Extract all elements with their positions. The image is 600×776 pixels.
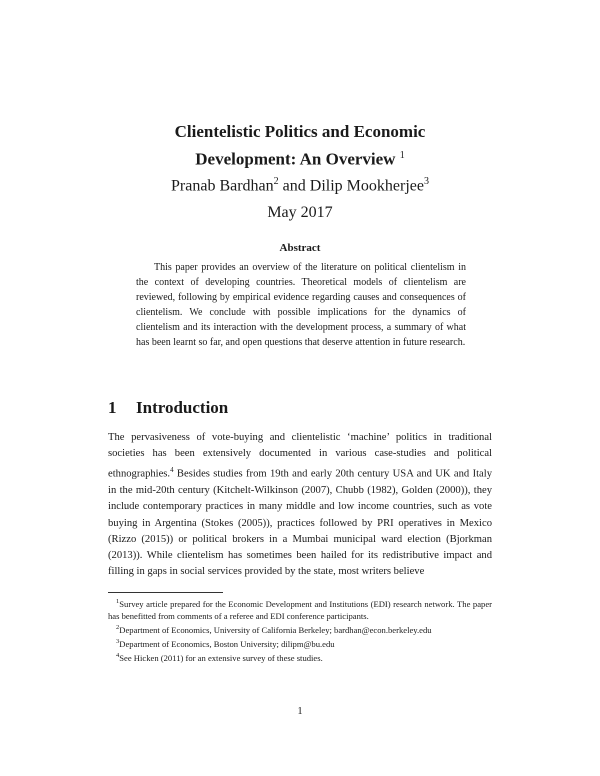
author-2: Dilip Mookherjee: [309, 177, 424, 195]
footnote-4: [108, 650, 492, 664]
section-heading: [108, 398, 228, 418]
author-2-footnote-mark: 3: [423, 176, 429, 187]
footnote-3-text: Department of Economics, Boston University; dilipm@bu.edu: [119, 638, 335, 649]
footnotes: [108, 596, 492, 663]
section-number: 1: [108, 398, 117, 417]
footnote-2: [108, 622, 492, 636]
author-separator: and: [278, 177, 310, 195]
intro-footnote-mark: 4: [170, 466, 174, 475]
intro-text-1: The pervasiveness of vote-buying and clientelistic ‘machine’ politics in traditional societies has been extensively documented in various case-studies and political ethnographies.: [108, 432, 492, 480]
footnote-4-mark: 4: [116, 651, 120, 659]
section-title: Introduction: [136, 398, 229, 417]
title-footnote-mark: 1: [399, 150, 405, 161]
author-1: Pranab Bardhan: [171, 177, 274, 195]
abstract-body: This paper provides an overview of the literature on political clientelism in the context of developing countries. Theoretical models of clientelism are reviewed, following by empirical evidence regarding causes and consequences of clientelism. We conclude with possible implications for the dynamics of clientelism and its interaction with the development process, a summary of what has been learnt so far, and open questions that deserve attention in future research.: [136, 262, 466, 348]
abstract-text: [136, 260, 466, 350]
authors: [80, 172, 520, 196]
footnote-1: [108, 596, 492, 622]
footnote-4-text: See Hicken (2011) for an extensive survey of these studies.: [119, 652, 323, 663]
footnote-divider: [108, 592, 223, 593]
abstract-heading: Abstract: [279, 242, 321, 254]
title-line-2-text: Development: An Overview: [195, 149, 396, 169]
author-1-footnote-mark: 2: [273, 176, 279, 187]
intro-paragraph: [108, 430, 492, 580]
title-line-1: Clientelistic Politics and Economic: [174, 122, 426, 141]
intro-text-2: Besides studies from 19th and early 20th century USA and UK and Italy in the mid-20th century (Kitchelt-Wilkinson (2007), Chubb (1982), Golden (2000)), they include contemporary practices in many middle and low income countries, such as vote buying in Argentina (Stokes (2005)), practices followed by PRI operatives in Mexico (Rizzo (2015)) or political brokers in a Mumbai municipal ward election (Bjorkman (2013)). While clientelism has sometimes been hailed for its redistributive impact and filling in gaps in social services provided by the state, most writers believe: [108, 468, 492, 578]
title-line-2: [100, 144, 500, 172]
footnote-2-text: Department of Economics, University of California Berkeley; bardhan@econ.berkeley.edu: [119, 624, 432, 635]
page-number: 1: [297, 706, 303, 717]
footnote-2-mark: 2: [116, 623, 120, 631]
footnote-3: [108, 636, 492, 650]
footnote-3-mark: 3: [116, 637, 120, 645]
paper-title: [100, 120, 500, 172]
footnote-1-mark: 1: [116, 598, 120, 605]
paper-date: May 2017: [267, 204, 333, 221]
footnote-1-text: Survey article prepared for the Economic Development and Institutions (EDI) research network. The paper has benefitted from comments of a referee and EDI conference participants.: [108, 598, 492, 621]
